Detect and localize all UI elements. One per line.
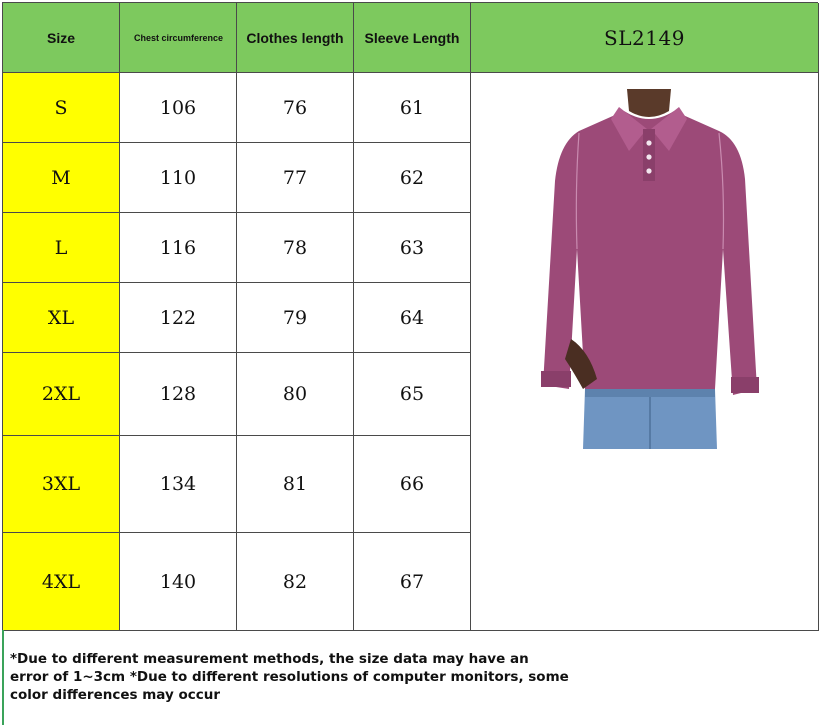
size-cell: 4XL [3, 533, 120, 631]
size-cell: L [3, 213, 120, 283]
measurement-note: *Due to different measurement methods, the size data may have an error of 1~3cm *Due to different resolutions of computer monitors, some color differences may occur [10, 651, 569, 703]
sleeve-cell: 65 [354, 353, 471, 436]
length-cell: 78 [237, 213, 354, 283]
footer-notes [2, 630, 818, 725]
chest-cell: 106 [120, 73, 237, 143]
sleeve-cell: 61 [354, 73, 471, 143]
size-cell: 3XL [3, 436, 120, 533]
length-cell: 82 [237, 533, 354, 631]
size-chart-table [2, 2, 818, 630]
sleeve-cell: 66 [354, 436, 471, 533]
size-cell: XL [3, 283, 120, 353]
sleeve-cell: 62 [354, 143, 471, 213]
chest-cell: 134 [120, 436, 237, 533]
product-code: SL2149 [471, 3, 819, 73]
size-cell: S [3, 73, 120, 143]
length-cell: 79 [237, 283, 354, 353]
chest-cell: 122 [120, 283, 237, 353]
length-cell: 80 [237, 353, 354, 436]
polo-shirt-icon [519, 89, 767, 449]
header-clothes-length: Clothes length [237, 3, 354, 73]
chest-cell: 140 [120, 533, 237, 631]
chest-cell: 110 [120, 143, 237, 213]
size-cell: M [3, 143, 120, 213]
header-size: Size [3, 3, 120, 73]
sleeve-cell: 63 [354, 213, 471, 283]
sleeve-cell: 67 [354, 533, 471, 631]
chest-cell: 116 [120, 213, 237, 283]
header-sleeve-length: Sleeve Length [354, 3, 471, 73]
length-cell: 76 [237, 73, 354, 143]
header-chest: Chest circumference [120, 3, 237, 73]
sleeve-cell: 64 [354, 283, 471, 353]
length-cell: 77 [237, 143, 354, 213]
size-cell: 2XL [3, 353, 120, 436]
length-cell: 81 [237, 436, 354, 533]
chest-cell: 128 [120, 353, 237, 436]
product-photo [471, 73, 819, 631]
